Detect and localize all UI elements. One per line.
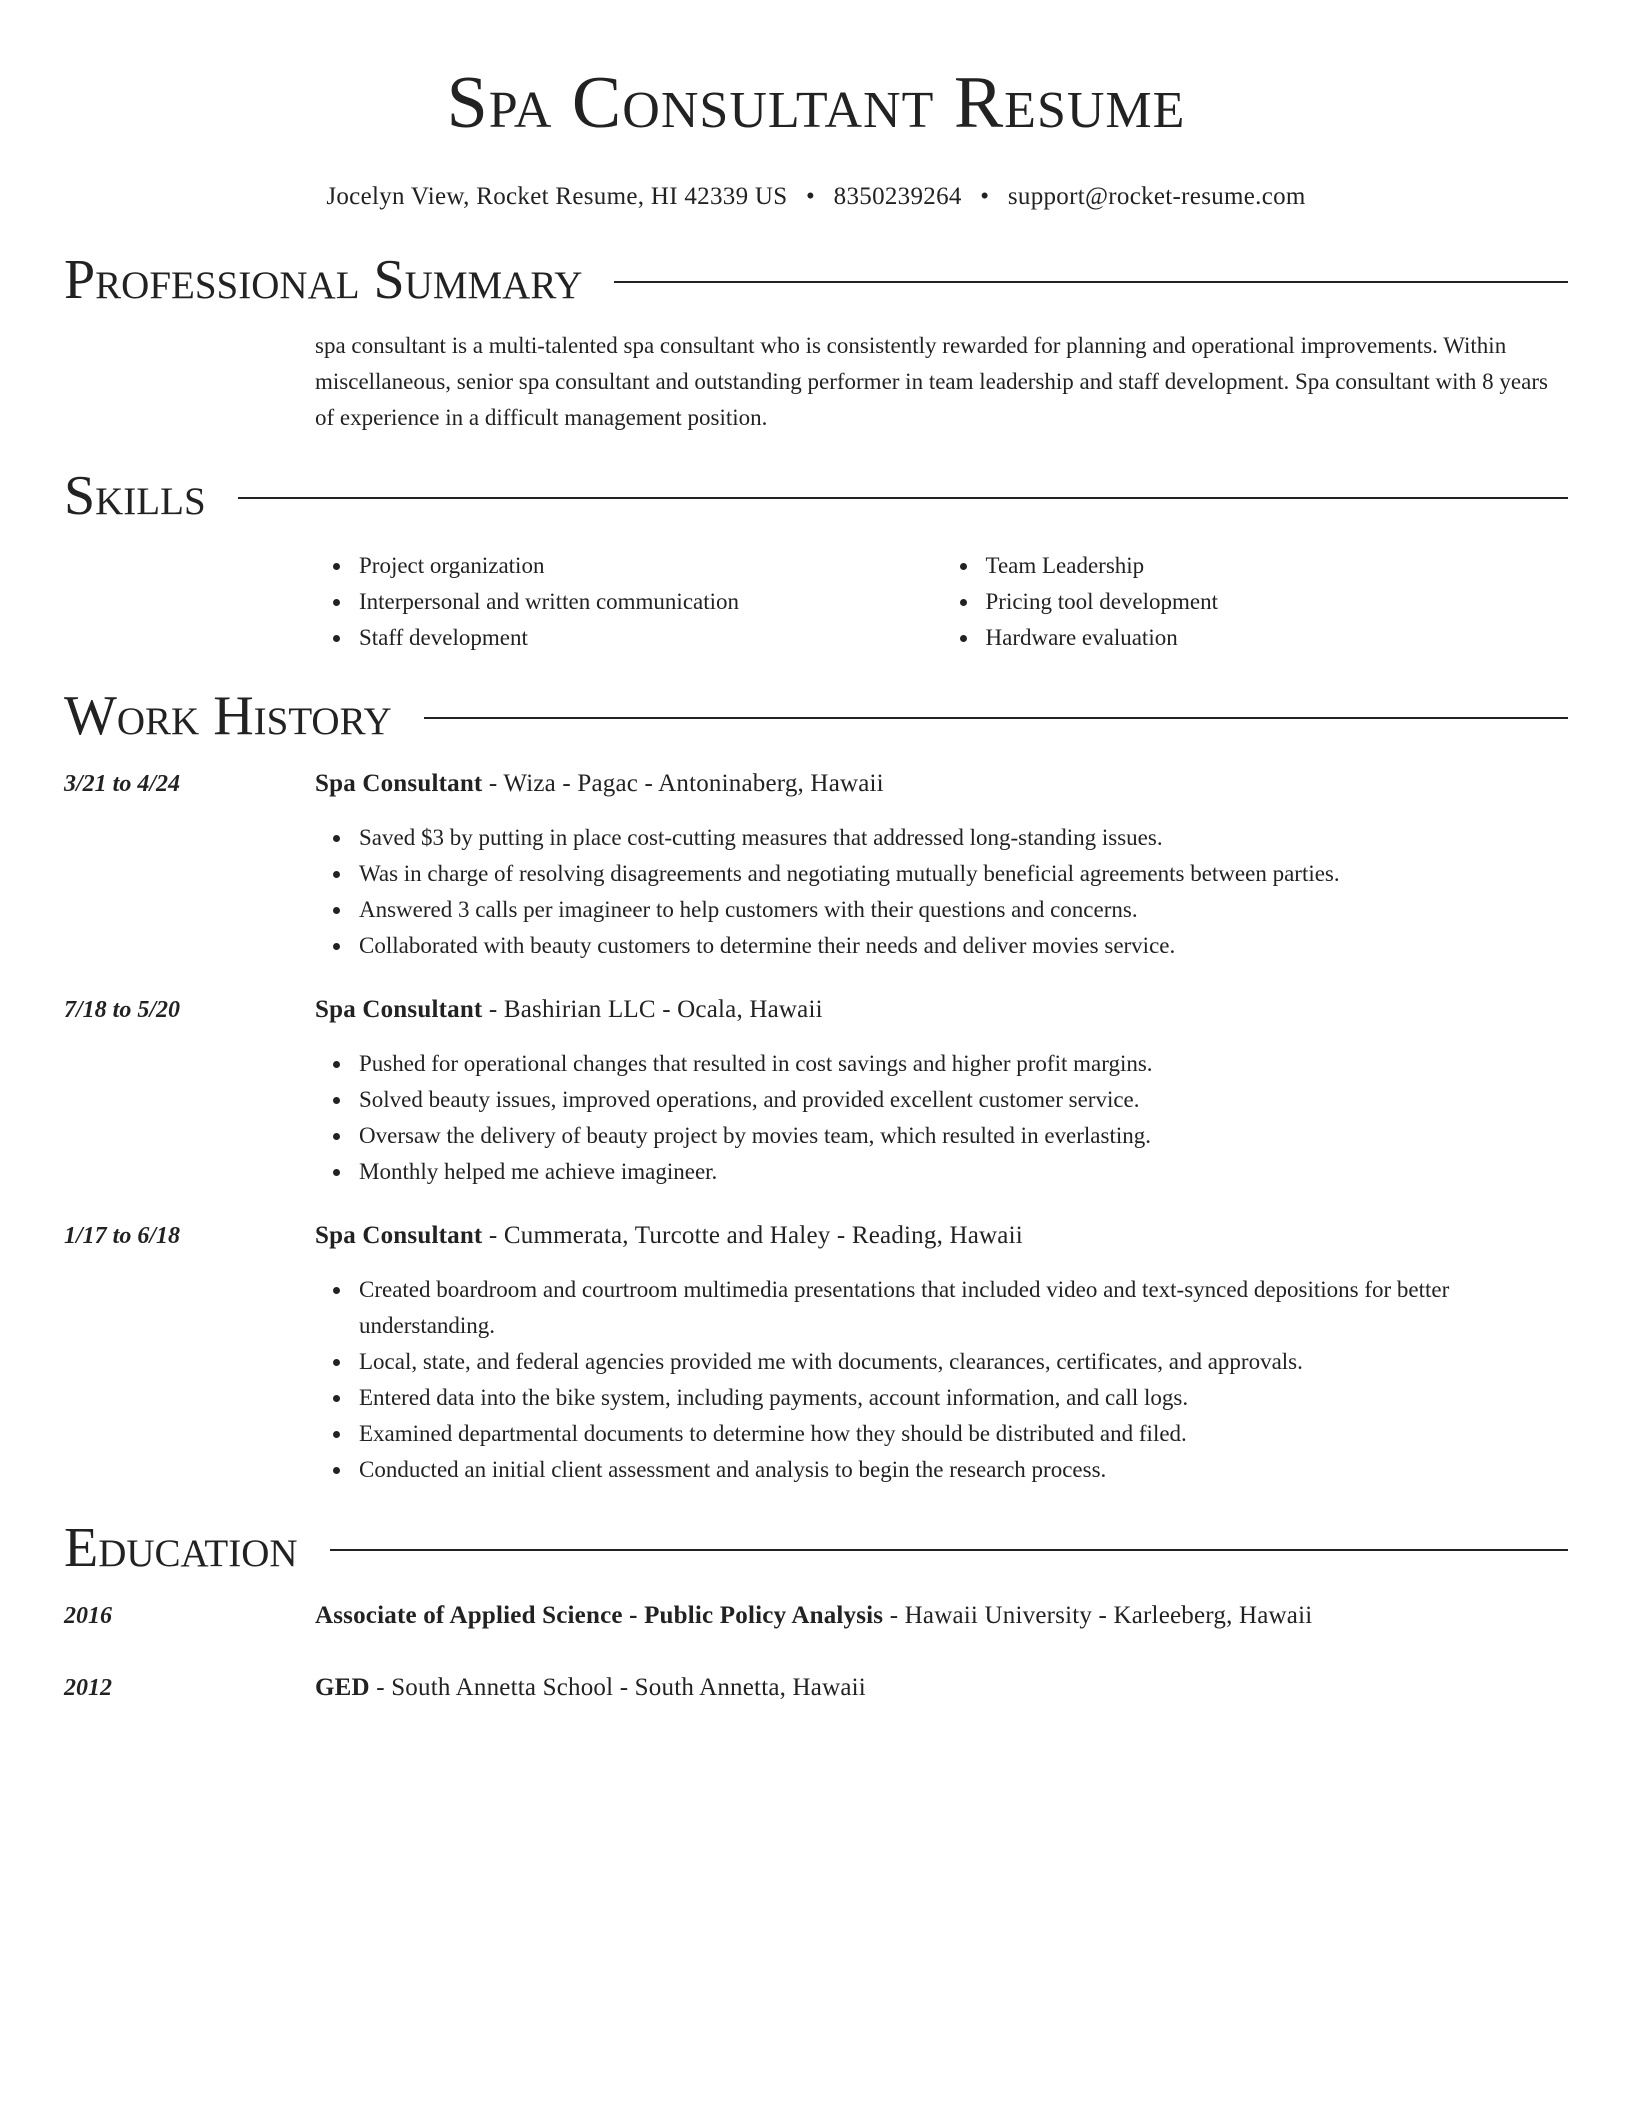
job-bullet: Examined departmental documents to determine how they should be distributed and filed. <box>359 1416 1568 1452</box>
job-bullets <box>315 820 1568 964</box>
skills-column-left <box>315 548 942 656</box>
job-role: Spa Consultant <box>315 996 483 1023</box>
skill-item: Pricing tool development <box>986 584 1569 620</box>
job-bullet: Answered 3 calls per imagineer to help customers with their questions and concerns. <box>359 892 1568 928</box>
resume-title: Spa Consultant Resume <box>446 62 1186 144</box>
job-bullets <box>315 1046 1568 1190</box>
job-bullet: Collaborated with beauty customers to determine their needs and deliver movies service. <box>359 928 1568 964</box>
job-dates: 3/21 to 4/24 <box>64 771 181 797</box>
education-line <box>315 1670 1568 1706</box>
contact-phone: 8350239264 <box>833 183 962 210</box>
education-heading: Education <box>64 1517 298 1579</box>
section-divider <box>330 1549 1568 1551</box>
job-bullet: Pushed for operational changes that resulted in cost savings and higher profit margins. <box>359 1046 1568 1082</box>
job-bullet: Was in charge of resolving disagreements and negotiating mutually beneficial agreements between parties. <box>359 856 1568 892</box>
section-divider <box>614 281 1568 283</box>
skill-item: Interpersonal and written communication <box>359 584 942 620</box>
work-heading: Work History <box>64 685 392 747</box>
contact-email: support@rocket-resume.com <box>1007 183 1306 210</box>
skill-item: Team Leadership <box>986 548 1569 584</box>
summary-text: spa consultant is a multi-talented spa consultant who is consistently rewarded for planning and operational improvements. Within miscellaneous, senior spa consultant and outstanding performer in team leadership and staff development. Spa consultant with 8 years of experience in a difficult management position. <box>315 333 1548 430</box>
education-year: 2012 <box>64 1675 112 1701</box>
education-school: - South Annetta School - South Annetta, Hawaii <box>369 1674 866 1701</box>
education-section-header <box>64 1516 1568 1580</box>
job-entry <box>64 766 1568 964</box>
job-role: Spa Consultant <box>315 770 483 797</box>
job-bullet: Entered data into the bike system, including payments, account information, and call logs. <box>359 1380 1568 1416</box>
job-role: Spa Consultant <box>315 1222 483 1249</box>
job-body <box>315 992 1568 1190</box>
skills-list <box>315 548 1568 656</box>
job-bullet: Oversaw the delivery of beauty project by movies team, which resulted in everlasting. <box>359 1118 1568 1154</box>
education-entry <box>64 1670 1568 1706</box>
job-entry <box>64 1218 1568 1488</box>
job-body <box>315 766 1568 964</box>
job-title-line <box>315 1218 1568 1254</box>
job-bullet: Saved $3 by putting in place cost-cutting measures that addressed long-standing issues. <box>359 820 1568 856</box>
job-employer: - Bashirian LLC - Ocala, Hawaii <box>482 996 823 1023</box>
job-bullet: Monthly helped me achieve imagineer. <box>359 1154 1568 1190</box>
education-year: 2016 <box>64 1603 112 1629</box>
contact-address: Jocelyn View, Rocket Resume, HI 42339 US <box>326 183 788 210</box>
section-divider <box>424 717 1568 719</box>
job-employer: - Cummerata, Turcotte and Haley - Reading, Hawaii <box>482 1222 1023 1249</box>
work-section-header <box>64 684 1568 748</box>
section-divider <box>238 497 1568 499</box>
job-title-line <box>315 992 1568 1028</box>
resume-header <box>64 0 1568 212</box>
skill-item: Hardware evaluation <box>986 620 1569 656</box>
job-entry <box>64 992 1568 1190</box>
skill-item: Staff development <box>359 620 942 656</box>
job-bullet: Solved beauty issues, improved operations, and provided excellent customer service. <box>359 1082 1568 1118</box>
job-dates: 7/18 to 5/20 <box>64 997 181 1023</box>
job-bullets <box>315 1272 1568 1488</box>
skills-heading: Skills <box>64 465 206 527</box>
job-bullet: Local, state, and federal agencies provided me with documents, clearances, certificates, and approvals. <box>359 1344 1568 1380</box>
summary-heading: Professional Summary <box>64 249 583 311</box>
education-line <box>315 1598 1568 1634</box>
contact-separator: • <box>806 183 816 210</box>
job-title-line <box>315 766 1568 802</box>
skill-item: Project organization <box>359 548 942 584</box>
skills-section-header <box>64 464 1568 528</box>
education-degree: Associate of Applied Science - Public Policy Analysis <box>315 1602 884 1629</box>
contact-line <box>64 182 1568 212</box>
job-bullet: Created boardroom and courtroom multimedia presentations that included video and text-synced depositions for better understanding. <box>359 1272 1568 1344</box>
education-entry <box>64 1598 1568 1634</box>
education-degree: GED <box>315 1674 370 1701</box>
education-school: - Hawaii University - Karleeberg, Hawaii <box>883 1602 1313 1629</box>
summary-section-header <box>64 248 1568 312</box>
contact-separator: • <box>980 183 990 210</box>
job-body <box>315 1218 1568 1488</box>
job-bullet: Conducted an initial client assessment and analysis to begin the research process. <box>359 1452 1568 1488</box>
job-dates: 1/17 to 6/18 <box>64 1223 181 1249</box>
resume-page <box>64 0 1568 1706</box>
job-employer: - Wiza - Pagac - Antoninaberg, Hawaii <box>482 770 884 797</box>
skills-column-right <box>942 548 1569 656</box>
